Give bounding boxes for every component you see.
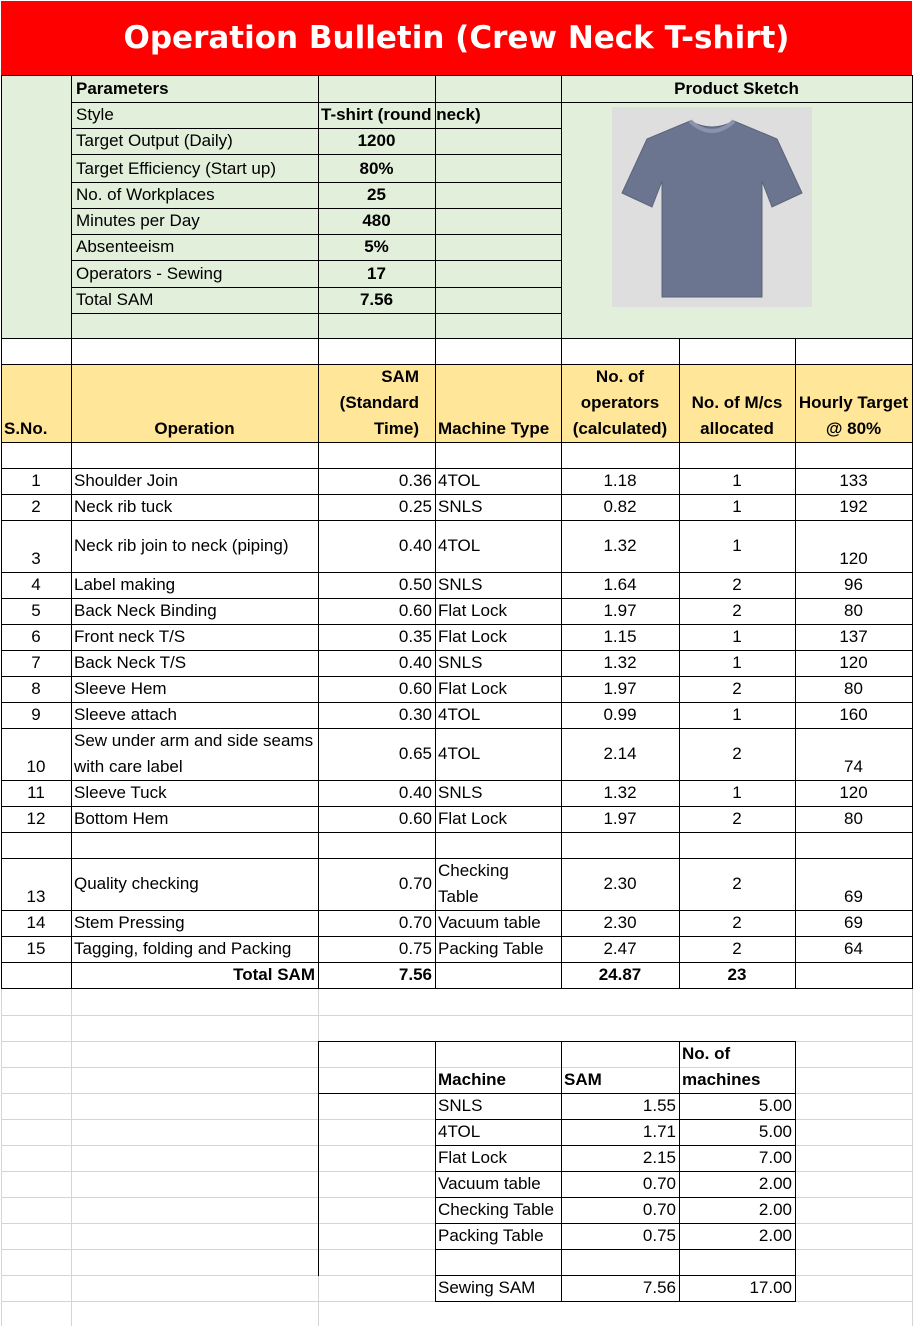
grid-line xyxy=(795,338,796,365)
summary-machine[interactable]: SNLS xyxy=(438,1096,483,1115)
header-machine-type: Machine Type xyxy=(438,419,550,438)
row-machines[interactable]: 1 xyxy=(732,653,742,672)
header-operators: No. of operators (calculated) xyxy=(572,367,668,438)
row-target[interactable]: 137 xyxy=(839,627,868,646)
row-sam[interactable]: 0.60 xyxy=(398,601,432,620)
row-machines[interactable]: 2 xyxy=(732,575,742,594)
row-operation[interactable]: Front neck T/S xyxy=(74,627,186,646)
row-sno: 2 xyxy=(31,497,41,516)
row-target[interactable]: 133 xyxy=(839,471,868,490)
param-value[interactable]: 80% xyxy=(359,159,394,178)
summary-sam[interactable]: 0.75 xyxy=(642,1226,676,1245)
row-operators[interactable]: 1.64 xyxy=(603,575,637,594)
row-machines[interactable]: 2 xyxy=(732,744,742,763)
summary-machine[interactable]: Vacuum table xyxy=(438,1174,541,1193)
param-label: No. of Workplaces xyxy=(76,185,215,204)
product-sketch-image xyxy=(612,107,812,307)
row-target[interactable]: 69 xyxy=(844,913,863,932)
row-machines[interactable]: 2 xyxy=(732,809,742,828)
grid-line xyxy=(1,988,913,989)
grid-line xyxy=(679,338,680,365)
row-machine-type[interactable]: 4TOL xyxy=(438,536,481,555)
summary-sam[interactable]: 1.71 xyxy=(642,1122,676,1141)
row-sam[interactable]: 0.36 xyxy=(398,471,432,490)
param-value[interactable]: 7.56 xyxy=(359,290,394,309)
row-machines[interactable]: 1 xyxy=(732,783,742,802)
summary-count[interactable]: 5.00 xyxy=(758,1122,792,1141)
row-operation[interactable]: Stem Pressing xyxy=(74,913,185,932)
summary-count[interactable]: 7.00 xyxy=(758,1148,792,1167)
param-label: Absenteeism xyxy=(76,237,175,256)
summary-count[interactable]: 2.00 xyxy=(758,1226,792,1245)
param-label: Target Output (Daily) xyxy=(76,131,233,150)
header-operation: Operation xyxy=(154,419,235,438)
total-sam-label: Total SAM xyxy=(233,965,315,984)
row-machines[interactable]: 2 xyxy=(732,874,742,893)
row-operation[interactable]: Bottom Hem xyxy=(74,809,169,828)
summary-sam[interactable]: 0.70 xyxy=(642,1174,676,1193)
header-sno: S.No. xyxy=(4,419,48,438)
grid-line xyxy=(795,1041,796,1302)
summary-header-machine: Machine xyxy=(438,1070,507,1089)
row-machine-type[interactable]: 4TOL xyxy=(438,705,481,724)
row-operation[interactable]: Neck rib join to neck (piping) xyxy=(74,536,289,555)
row-target[interactable]: 69 xyxy=(844,887,863,906)
summary-machine[interactable]: 4TOL xyxy=(438,1122,481,1141)
summary-sam[interactable]: 2.15 xyxy=(642,1148,676,1167)
row-sno: 7 xyxy=(31,653,41,672)
param-value[interactable]: 5% xyxy=(364,237,389,256)
sheet-title: Operation Bulletin (Crew Neck T-shirt) xyxy=(1,1,912,75)
row-sam[interactable]: 0.40 xyxy=(398,783,432,802)
summary-machine[interactable]: Checking Table xyxy=(438,1200,554,1219)
summary-machine[interactable]: Packing Table xyxy=(438,1226,544,1245)
row-operators[interactable]: 1.32 xyxy=(603,536,637,555)
row-sno: 10 xyxy=(26,757,46,776)
row-operation[interactable]: Sew under arm and side seams with care label xyxy=(74,731,314,776)
sewing-sam-value[interactable]: 7.56 xyxy=(642,1278,676,1297)
row-sno: 3 xyxy=(31,549,41,568)
total-sam-value[interactable]: 7.56 xyxy=(398,965,432,984)
row-machines[interactable]: 1 xyxy=(732,497,742,516)
row-target[interactable]: 80 xyxy=(844,601,863,620)
row-operation[interactable]: Label making xyxy=(74,575,176,594)
param-label: Total SAM xyxy=(76,290,154,309)
row-operators[interactable]: 1.97 xyxy=(603,601,637,620)
param-value[interactable]: 25 xyxy=(367,185,386,204)
summary-count[interactable]: 2.00 xyxy=(758,1200,792,1219)
param-value[interactable]: T-shirt (round neck) xyxy=(321,105,481,124)
grid-line xyxy=(71,338,72,365)
summary-machine[interactable]: Flat Lock xyxy=(438,1148,507,1167)
row-sno: 6 xyxy=(31,627,41,646)
row-sno: 15 xyxy=(26,939,46,958)
summary-sam[interactable]: 0.70 xyxy=(642,1200,676,1219)
param-value[interactable]: 17 xyxy=(367,264,386,283)
row-operators[interactable]: 1.32 xyxy=(603,653,637,672)
row-machines[interactable]: 2 xyxy=(732,679,742,698)
grid-line xyxy=(435,1249,796,1250)
row-sam[interactable]: 0.35 xyxy=(398,627,432,646)
row-machines[interactable]: 1 xyxy=(732,536,742,555)
row-machine-type[interactable]: SNLS xyxy=(438,497,483,516)
row-operation[interactable]: Shoulder Join xyxy=(74,471,178,490)
row-sam[interactable]: 0.40 xyxy=(398,653,432,672)
row-sam[interactable]: 0.70 xyxy=(398,913,432,932)
row-sam[interactable]: 0.40 xyxy=(398,536,432,555)
grid-line xyxy=(1,442,913,443)
row-machine-type[interactable]: 4TOL xyxy=(438,471,481,490)
header-machines: No. of M/cs allocated xyxy=(691,393,783,438)
row-sno: 11 xyxy=(27,783,45,802)
row-machine-type[interactable]: SNLS xyxy=(438,653,483,672)
param-label: Operators - Sewing xyxy=(76,264,223,283)
summary-count[interactable]: 2.00 xyxy=(758,1174,792,1193)
row-machines[interactable]: 1 xyxy=(732,471,742,490)
row-sno: 12 xyxy=(26,809,46,828)
grid-line xyxy=(318,338,319,365)
row-sno: 13 xyxy=(26,887,46,906)
row-operators[interactable]: 2.30 xyxy=(603,913,637,932)
row-sam[interactable]: 0.50 xyxy=(398,575,432,594)
row-operators[interactable]: 1.32 xyxy=(603,783,637,802)
param-value[interactable]: 480 xyxy=(362,211,391,230)
row-operators[interactable]: 2.30 xyxy=(603,874,637,893)
row-machine-type[interactable]: SNLS xyxy=(438,783,483,802)
row-operation[interactable]: Back Neck Binding xyxy=(74,601,217,620)
row-sam[interactable]: 0.75 xyxy=(398,939,432,958)
row-sno: 9 xyxy=(31,705,41,724)
parameters-header: Parameters xyxy=(76,79,169,98)
summary-header-count: No. of machines xyxy=(682,1044,761,1089)
row-machines[interactable]: 1 xyxy=(732,705,742,724)
row-operators[interactable]: 0.99 xyxy=(603,705,637,724)
row-sno: 14 xyxy=(26,913,46,932)
row-target[interactable]: 120 xyxy=(839,549,868,568)
header-target: Hourly Target @ 80% xyxy=(798,393,909,438)
row-target[interactable]: 80 xyxy=(844,679,863,698)
row-machine-type[interactable]: Flat Lock xyxy=(438,627,507,646)
grid-line xyxy=(561,338,562,365)
grid-line xyxy=(71,988,72,1326)
row-operation[interactable]: Sleeve Hem xyxy=(74,679,167,698)
row-sno: 4 xyxy=(31,575,41,594)
param-label: Minutes per Day xyxy=(76,211,200,230)
grid-line xyxy=(318,1041,319,1276)
tshirt-icon xyxy=(612,107,812,307)
row-target[interactable]: 80 xyxy=(844,809,863,828)
summary-count[interactable]: 5.00 xyxy=(758,1096,792,1115)
row-target[interactable]: 120 xyxy=(839,653,868,672)
row-machines[interactable]: 2 xyxy=(732,913,742,932)
grid-line xyxy=(71,75,72,339)
row-target[interactable]: 96 xyxy=(844,575,863,594)
sewing-sam-label: Sewing SAM xyxy=(438,1278,536,1297)
row-sam[interactable]: 0.65 xyxy=(398,744,432,763)
row-operation[interactable]: Back Neck T/S xyxy=(74,653,187,672)
row-operation[interactable]: Quality checking xyxy=(74,874,199,893)
sewing-machine-count[interactable]: 17.00 xyxy=(749,1278,792,1297)
row-sam[interactable]: 0.60 xyxy=(398,679,432,698)
summary-sam[interactable]: 1.55 xyxy=(642,1096,676,1115)
row-machines[interactable]: 2 xyxy=(732,939,742,958)
total-machines[interactable]: 23 xyxy=(727,965,747,984)
row-machines[interactable]: 1 xyxy=(732,627,742,646)
row-sno: 8 xyxy=(31,679,41,698)
row-sam[interactable]: 0.70 xyxy=(398,874,432,893)
grid-line xyxy=(1,1015,913,1016)
row-operators[interactable]: 2.14 xyxy=(603,744,637,763)
row-operation[interactable]: Sleeve attach xyxy=(74,705,178,724)
row-target[interactable]: 160 xyxy=(839,705,868,724)
summary-header-sam: SAM xyxy=(564,1070,602,1089)
row-machine-type[interactable]: Flat Lock xyxy=(438,679,507,698)
row-operation[interactable]: Neck rib tuck xyxy=(74,497,173,516)
row-machine-type[interactable]: SNLS xyxy=(438,575,483,594)
grid-line xyxy=(435,338,436,365)
row-operators[interactable]: 0.82 xyxy=(603,497,637,516)
row-sno: 5 xyxy=(31,601,41,620)
row-machine-type[interactable]: Vacuum table xyxy=(438,913,541,932)
row-target[interactable]: 120 xyxy=(839,783,868,802)
param-label: Target Efficiency (Start up) xyxy=(76,159,276,178)
header-sam: SAM (Standard Time) xyxy=(339,367,419,438)
row-sno: 1 xyxy=(31,471,41,490)
row-target[interactable]: 74 xyxy=(844,757,863,776)
product-sketch-label: Product Sketch xyxy=(674,79,799,98)
row-machine-type[interactable]: Checking Table xyxy=(438,861,509,906)
grid-line xyxy=(1,988,2,1326)
row-operators[interactable]: 1.18 xyxy=(603,471,637,490)
row-sam[interactable]: 0.25 xyxy=(398,497,432,516)
row-operators[interactable]: 1.15 xyxy=(603,627,637,646)
grid-line xyxy=(435,1301,796,1302)
row-machines[interactable]: 2 xyxy=(732,601,742,620)
row-sam[interactable]: 0.30 xyxy=(398,705,432,724)
row-sam[interactable]: 0.60 xyxy=(398,809,432,828)
row-operators[interactable]: 1.97 xyxy=(603,679,637,698)
row-machine-type[interactable]: Flat Lock xyxy=(438,809,507,828)
param-value[interactable]: 1200 xyxy=(357,131,396,150)
row-operation[interactable]: Tagging, folding and Packing xyxy=(74,939,292,958)
grid-line xyxy=(561,102,913,103)
grid-line xyxy=(1,338,913,339)
row-machine-type[interactable]: Packing Table xyxy=(438,939,544,958)
param-label: Style xyxy=(76,105,114,124)
row-operation[interactable]: Sleeve Tuck xyxy=(74,783,167,802)
row-operators[interactable]: 1.97 xyxy=(603,809,637,828)
grid-line xyxy=(1,75,2,339)
row-operators[interactable]: 2.47 xyxy=(603,939,637,958)
grid-line xyxy=(561,75,562,339)
grid-line xyxy=(1,338,2,365)
row-target[interactable]: 64 xyxy=(844,939,863,958)
row-machine-type[interactable]: Flat Lock xyxy=(438,601,507,620)
row-target[interactable]: 192 xyxy=(839,497,868,516)
row-machine-type[interactable]: 4TOL xyxy=(438,744,481,763)
total-operators[interactable]: 24.87 xyxy=(598,965,642,984)
grid-line xyxy=(1,832,913,833)
grid-line xyxy=(71,313,562,314)
